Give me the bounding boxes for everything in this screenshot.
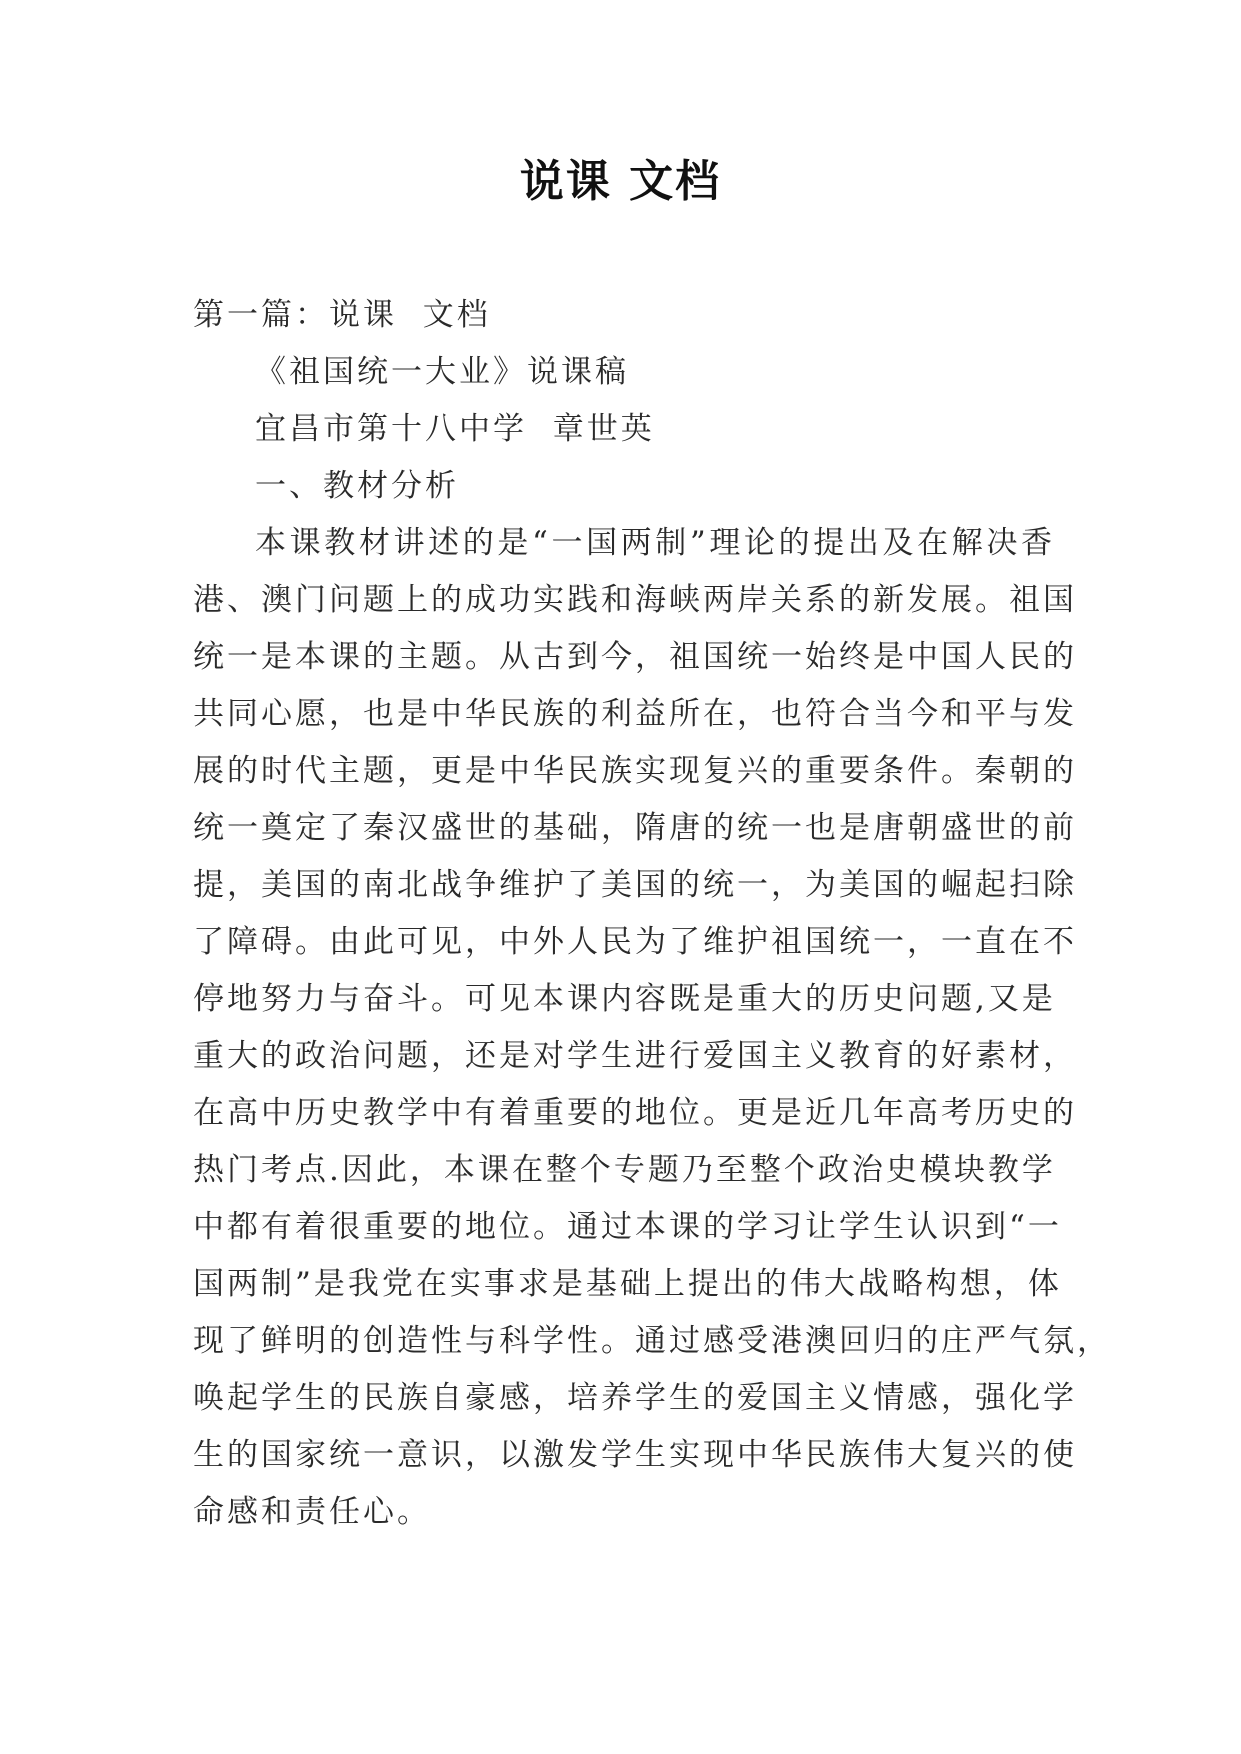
document-title: 说课 文档 <box>519 156 722 207</box>
paragraph-line: 统一奠定了秦汉盛世的基础，隋唐的统一也是唐朝盛世的前 <box>193 810 1077 846</box>
paragraph-line: 国两制”是我党在实事求是基础上提出的伟大战略构想，体 <box>193 1266 1062 1302</box>
paragraph-line: 重大的政治问题，还是对学生进行爱国主义教育的好素材， <box>193 1038 1077 1074</box>
paragraph-line: 本课教材讲述的是“一国两制”理论的提出及在解决香 <box>255 525 1055 561</box>
paragraph-line: 生的国家统一意识，以激发学生实现中华民族伟大复兴的使 <box>193 1437 1077 1473</box>
paragraph-line: 展的时代主题，更是中华民族实现复兴的重要条件。秦朝的 <box>193 753 1077 789</box>
subsection-heading: 一、教材分析 <box>255 468 459 504</box>
lesson-title: 《祖国统一大业》说课稿 <box>255 354 629 390</box>
paragraph-line: 统一是本课的主题。从古到今，祖国统一始终是中国人民的 <box>193 639 1077 675</box>
paragraph-line: 在高中历史教学中有着重要的地位。更是近几年高考历史的 <box>193 1095 1077 1131</box>
paragraph-line: 命感和责任心。 <box>193 1494 431 1530</box>
section-heading: 第一篇：说课 文档 <box>193 297 491 333</box>
paragraph-line: 唤起学生的民族自豪感，培养学生的爱国主义情感，强化学 <box>193 1380 1077 1416</box>
paragraph-line: 停地努力与奋斗。可见本课内容既是重大的历史问题,又是 <box>193 981 1056 1017</box>
paragraph-line: 共同心愿，也是中华民族的利益所在，也符合当今和平与发 <box>193 696 1077 732</box>
paragraph-teaching-material-analysis <box>193 515 1111 1541</box>
paragraph-line: 了障碍。由此可见，中外人民为了维护祖国统一，一直在不 <box>193 924 1077 960</box>
author-line: 宜昌市第十八中学 章世英 <box>255 411 655 447</box>
paragraph-line: 提，美国的南北战争维护了美国的统一，为美国的崛起扫除 <box>193 867 1077 903</box>
paragraph-line: 现了鲜明的创造性与科学性。通过感受港澳回归的庄严气氛， <box>193 1323 1111 1359</box>
paragraph-line: 中都有着很重要的地位。通过本课的学习让学生认识到“一 <box>193 1209 1062 1245</box>
document-body <box>193 287 1111 1541</box>
paragraph-line: 港、澳门问题上的成功实践和海峡两岸关系的新发展。祖国 <box>193 582 1077 618</box>
paragraph-line: 热门考点.因此，本课在整个专题乃至整个政治史模块教学 <box>193 1152 1056 1188</box>
